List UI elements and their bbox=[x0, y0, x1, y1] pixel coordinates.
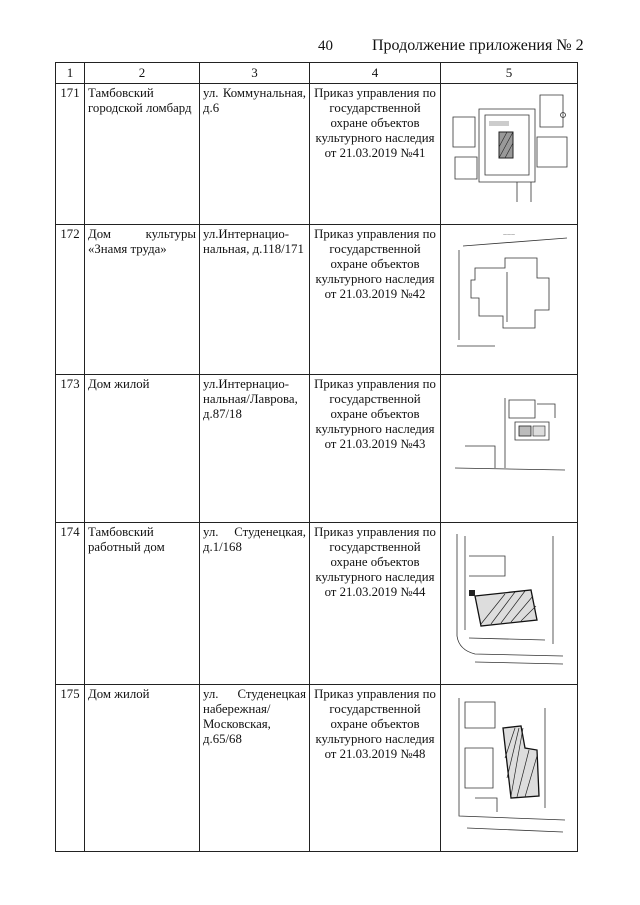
order-line: охране объектов bbox=[330, 717, 420, 731]
order-line: от 21.03.2019 №48 bbox=[324, 747, 426, 761]
address-line: д.6 bbox=[203, 101, 220, 115]
order-line: охране объектов bbox=[330, 555, 420, 569]
address-cell bbox=[200, 84, 310, 225]
address-word: ул. bbox=[203, 525, 219, 539]
address-line: д.1/168 bbox=[203, 540, 242, 554]
object-name-cell bbox=[85, 375, 200, 523]
site-plan-cell bbox=[441, 375, 578, 523]
row-number: 171 bbox=[56, 84, 85, 225]
order-line: государственной bbox=[329, 702, 421, 716]
order-line: от 21.03.2019 №44 bbox=[324, 585, 426, 599]
order-cell bbox=[310, 523, 441, 685]
order-line: Приказ управления по bbox=[314, 227, 436, 241]
object-name-line: городской ломбард bbox=[88, 101, 192, 115]
column-header: 2 bbox=[85, 63, 200, 84]
table-row bbox=[56, 375, 578, 523]
row-number: 175 bbox=[56, 685, 85, 852]
column-header: 5 bbox=[441, 63, 578, 84]
object-name-word: культуры bbox=[145, 227, 196, 241]
address-cell bbox=[200, 375, 310, 523]
table-header-row bbox=[56, 63, 578, 84]
page-number: 40 bbox=[318, 38, 333, 54]
address-line bbox=[203, 687, 306, 702]
address-line: д.87/18 bbox=[203, 407, 242, 421]
address-line bbox=[203, 525, 306, 540]
column-header: 1 bbox=[56, 63, 85, 84]
monuments-table bbox=[55, 62, 578, 852]
order-line: охране объектов bbox=[330, 407, 420, 421]
site-plan-image bbox=[445, 228, 573, 356]
address-line bbox=[203, 86, 306, 101]
object-name-line: Дом жилой bbox=[88, 377, 150, 391]
object-name-line: «Знамя труда» bbox=[88, 242, 167, 256]
object-name-line: работный дом bbox=[88, 540, 165, 554]
site-plan-image bbox=[445, 378, 573, 504]
order-line: культурного наследия bbox=[315, 422, 435, 436]
site-plan-image bbox=[445, 526, 573, 674]
row-number: 172 bbox=[56, 225, 85, 375]
address-line: ул.Интернацио- bbox=[203, 377, 290, 391]
site-plan-image bbox=[445, 87, 573, 205]
object-name-cell bbox=[85, 685, 200, 852]
address-line: ул.Интернацио- bbox=[203, 227, 290, 241]
order-line: государственной bbox=[329, 242, 421, 256]
object-name-line: Тамбовский bbox=[88, 86, 154, 100]
address-line: набережная/ bbox=[203, 702, 271, 716]
column-header: 4 bbox=[310, 63, 441, 84]
order-line: Приказ управления по bbox=[314, 525, 436, 539]
address-word: ул. bbox=[203, 687, 219, 701]
order-line: от 21.03.2019 №43 bbox=[324, 437, 426, 451]
address-word: Коммунальная, bbox=[222, 86, 306, 100]
column-header: 3 bbox=[200, 63, 310, 84]
site-plan-cell bbox=[441, 225, 578, 375]
page-title: Продолжение приложения № 2 bbox=[372, 37, 584, 54]
order-line: государственной bbox=[329, 392, 421, 406]
object-name-cell bbox=[85, 523, 200, 685]
table-row bbox=[56, 225, 578, 375]
address-word: Студенецкая, bbox=[234, 525, 306, 539]
order-line: культурного наследия bbox=[315, 131, 435, 145]
order-line: от 21.03.2019 №42 bbox=[324, 287, 426, 301]
site-plan-cell bbox=[441, 523, 578, 685]
order-cell bbox=[310, 225, 441, 375]
table-row bbox=[56, 523, 578, 685]
order-line: государственной bbox=[329, 101, 421, 115]
order-cell bbox=[310, 685, 441, 852]
order-line: культурного наследия bbox=[315, 272, 435, 286]
object-name-line bbox=[88, 227, 196, 242]
address-word: Студенецкая bbox=[237, 687, 306, 701]
object-name-line: Тамбовский bbox=[88, 525, 154, 539]
svg-text:———: ——— bbox=[503, 232, 515, 237]
address-line: нальная/Лаврова, bbox=[203, 392, 298, 406]
order-line: культурного наследия bbox=[315, 732, 435, 746]
order-cell bbox=[310, 375, 441, 523]
object-name-word: Дом bbox=[88, 227, 111, 241]
address-line: нальная, д.118/171 bbox=[203, 242, 304, 256]
order-line: государственной bbox=[329, 540, 421, 554]
address-cell bbox=[200, 685, 310, 852]
order-line: Приказ управления по bbox=[314, 377, 436, 391]
address-line: д.65/68 bbox=[203, 732, 242, 746]
object-name-cell bbox=[85, 225, 200, 375]
order-cell bbox=[310, 84, 441, 225]
address-cell bbox=[200, 225, 310, 375]
site-plan-cell bbox=[441, 84, 578, 225]
row-number: 174 bbox=[56, 523, 85, 685]
order-line: от 21.03.2019 №41 bbox=[324, 146, 426, 160]
address-word: ул. bbox=[203, 86, 219, 100]
object-name-cell bbox=[85, 84, 200, 225]
order-line: охране объектов bbox=[330, 257, 420, 271]
site-plan-cell bbox=[441, 685, 578, 852]
order-line: культурного наследия bbox=[315, 570, 435, 584]
table-row bbox=[56, 685, 578, 852]
site-plan-image bbox=[445, 688, 573, 840]
object-name-line: Дом жилой bbox=[88, 687, 150, 701]
order-line: Приказ управления по bbox=[314, 687, 436, 701]
address-line: Московская, bbox=[203, 717, 271, 731]
table-row bbox=[56, 84, 578, 225]
order-line: Приказ управления по bbox=[314, 86, 436, 100]
row-number: 173 bbox=[56, 375, 85, 523]
address-cell bbox=[200, 523, 310, 685]
order-line: охране объектов bbox=[330, 116, 420, 130]
